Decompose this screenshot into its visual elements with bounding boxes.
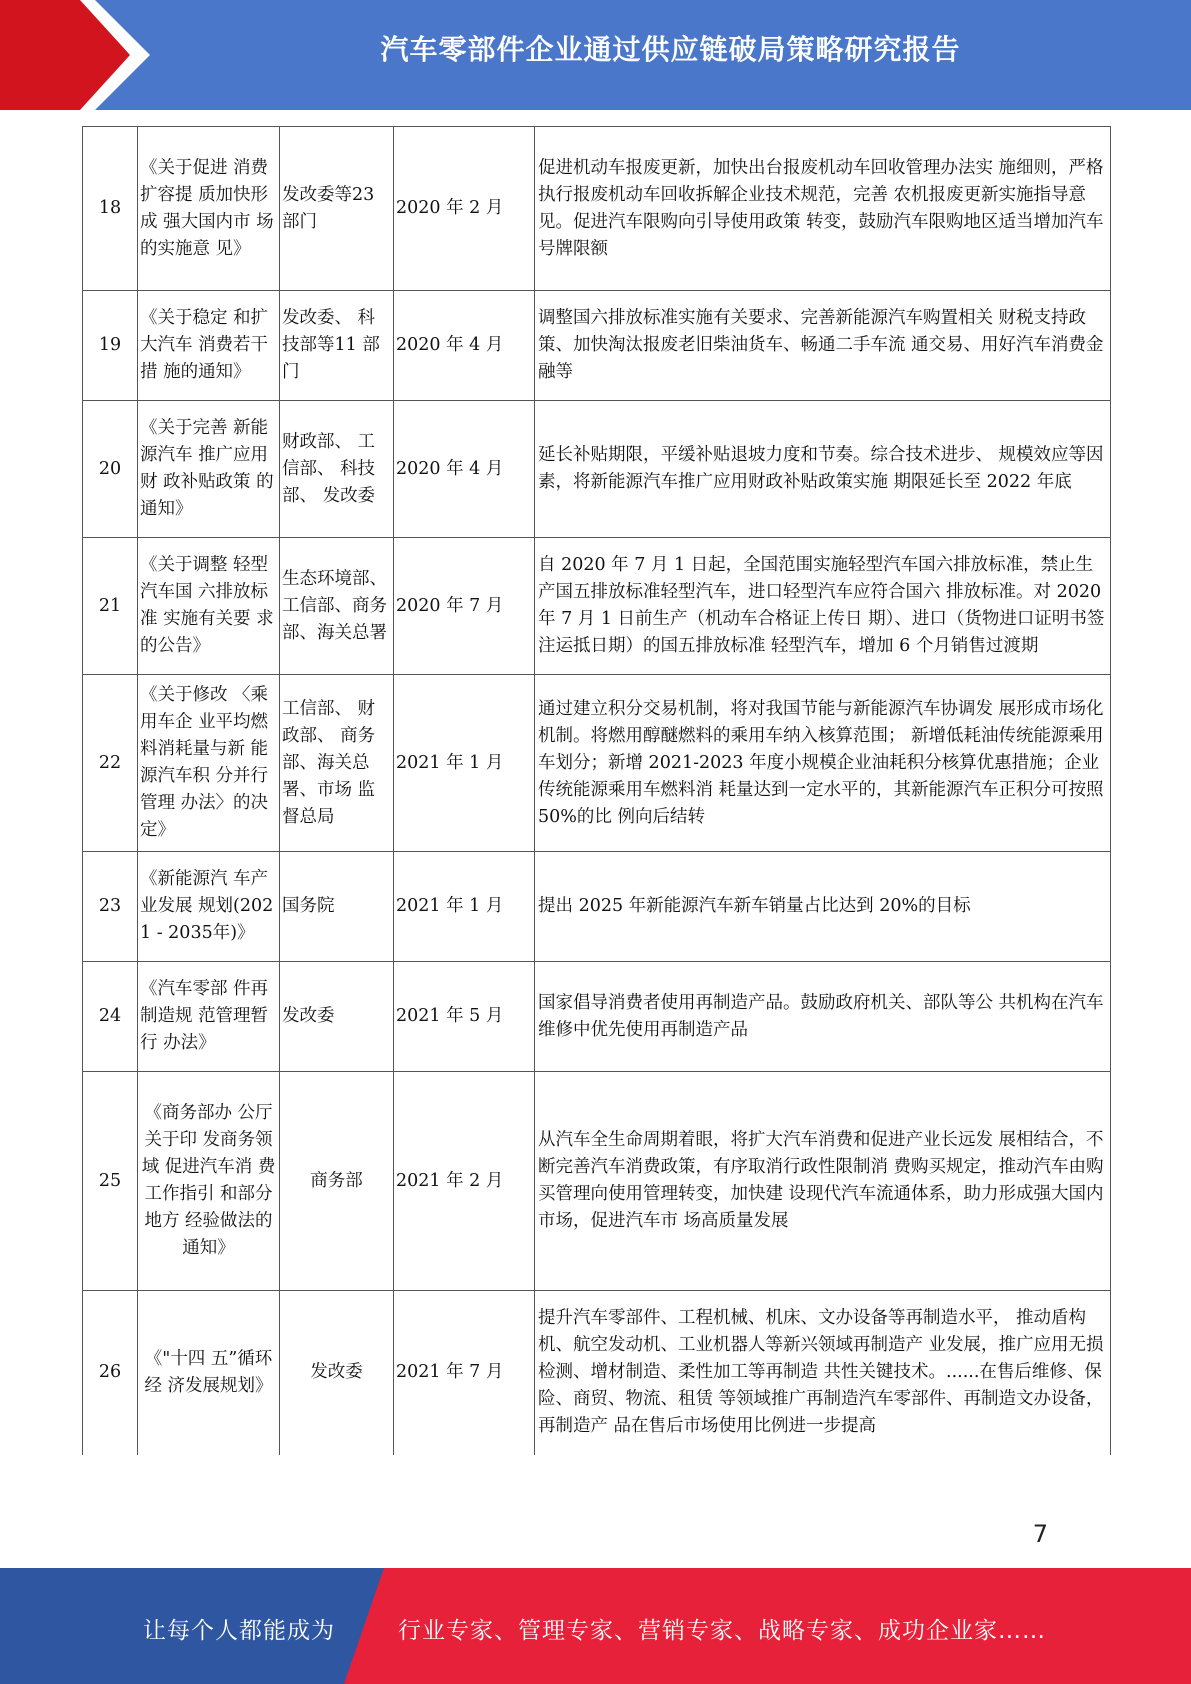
policy-name: 《关于完善 新能源汽车 推广应用财 政补贴政策 的通知》 (138, 401, 280, 538)
policy-name: 《关于促进 消费扩容提 质加快形成 强大国内市 场的实施意 见》 (138, 127, 280, 291)
table-row (83, 962, 1111, 1072)
row-number: 22 (83, 675, 138, 852)
policy-content: 国家倡导消费者使用再制造产品。鼓励政府机关、部队等公 共机构在汽车维修中优先使用再制造产品 (535, 962, 1111, 1072)
row-number: 24 (83, 962, 138, 1072)
footer-slogan-left: 让每个人都能成为 (143, 1618, 335, 1644)
issue-date: 2020 年 7 月 (394, 538, 535, 675)
table-row (83, 1291, 1111, 1455)
policy-content: 自 2020 年 7 月 1 日起，全国范围实施轻型汽车国六排放标准，禁止生产国五排放标准轻型汽车，进口轻型汽车应符合国六 排放标准。对 2020 年 7 月 1 日前生产（机动车合格证上传日 期）、进口（货物进口证明书签注运抵日期）的国五排放标准 轻型汽车，增加 6 个月销售过渡期 (535, 538, 1111, 675)
issuing-department: 发改委、 科技部等11 部门 (280, 291, 394, 401)
page-footer (0, 1568, 1191, 1684)
policy-content: 提升汽车零部件、工程机械、机床、文办设备等再制造水平， 推动盾构机、航空发动机、工业机器人等新兴领域再制造产 业发展，推广应用无损检测、增材制造、柔性加工等再制造 共性关键技术。......在售后维修、保险、商贸、物流、租赁 等领域推广再制造汽车零部件、再制造文办设备，再制造产 品在售后市场使用比例进一步提高 (535, 1291, 1111, 1455)
table-row (83, 401, 1111, 538)
issue-date: 2020 年 4 月 (394, 291, 535, 401)
table-row (83, 1072, 1111, 1291)
policy-content: 调整国六排放标准实施有关要求、完善新能源汽车购置相关 财税支持政策、加快淘汰报废老旧柴油货车、畅通二手车流 通交易、用好汽车消费金融等 (535, 291, 1111, 401)
table-row (83, 291, 1111, 401)
issuing-department: 国务院 (280, 852, 394, 962)
table-row (83, 852, 1111, 962)
issue-date: 2020 年 4 月 (394, 401, 535, 538)
row-number: 26 (83, 1291, 138, 1455)
header-arrow-decoration (0, 0, 150, 110)
policy-table-wrapper (82, 126, 1110, 1455)
issuing-department: 发改委 (280, 962, 394, 1072)
table-row (83, 675, 1111, 852)
row-number: 23 (83, 852, 138, 962)
issue-date: 2020 年 2 月 (394, 127, 535, 291)
policy-table (82, 126, 1111, 1455)
row-number: 21 (83, 538, 138, 675)
policy-name: 《商务部办 公厅关于印 发商务领域 促进汽车消 费工作指引 和部分地方 经验做法的 通知》 (138, 1072, 280, 1291)
footer-slogan-right: 行业专家、管理专家、营销专家、战略专家、成功企业家…… (398, 1618, 1046, 1644)
policy-name: 《关于修改 〈乘用车企 业平均燃料消耗量与新 能源汽车积 分并行管理 办法〉的决 定》 (138, 675, 280, 852)
row-number: 20 (83, 401, 138, 538)
policy-name: 《"十四 五”循环经 济发展规划》 (138, 1291, 280, 1455)
page-number: 7 (1032, 1520, 1048, 1548)
issue-date: 2021 年 7 月 (394, 1291, 535, 1455)
issue-date: 2021 年 1 月 (394, 675, 535, 852)
issue-date: 2021 年 1 月 (394, 852, 535, 962)
row-number: 19 (83, 291, 138, 401)
row-number: 18 (83, 127, 138, 291)
policy-content: 延长补贴期限，平缓补贴退坡力度和节奏。综合技术进步、 规模效应等因素，将新能源汽车推广应用财政补贴政策实施 期限延长至 2022 年底 (535, 401, 1111, 538)
issuing-department: 财政部、 工信部、 科技部、 发改委 (280, 401, 394, 538)
policy-content: 通过建立积分交易机制，将对我国节能与新能源汽车协调发 展形成市场化机制。将燃用醇醚燃料的乘用车纳入核算范围； 新增低耗油传统能源乘用车划分；新增 2021-2023 年度小规模企业油耗积分核算优惠措施；企业传统能源乘用车燃料消 耗量达到一定水平的，其新能源汽车正积分可按照 50%的比 例向后结转 (535, 675, 1111, 852)
issue-date: 2021 年 2 月 (394, 1072, 535, 1291)
policy-name: 《关于稳定 和扩大汽车 消费若干措 施的通知》 (138, 291, 280, 401)
table-row (83, 538, 1111, 675)
issue-date: 2021 年 5 月 (394, 962, 535, 1072)
issuing-department: 生态环境部、工信部、商务部、海关总署 (280, 538, 394, 675)
policy-content: 从汽车全生命周期着眼，将扩大汽车消费和促进产业长远发 展相结合，不断完善汽车消费政策，有序取消行政性限制消 费购买规定，推动汽车由购买管理向使用管理转变，加快建 设现代汽车流通体系，助力形成强大国内市场，促进汽车市 场高质量发展 (535, 1072, 1111, 1291)
issuing-department: 商务部 (280, 1072, 394, 1291)
row-number: 25 (83, 1072, 138, 1291)
report-title: 汽车零部件企业通过供应链破局策略研究报告 (380, 33, 961, 66)
issuing-department: 工信部、 财政部、 商务部、海关总署、市场 监督总局 (280, 675, 394, 852)
issuing-department: 发改委等23 部门 (280, 127, 394, 291)
policy-content: 提出 2025 年新能源汽车新车销量占比达到 20%的目标 (535, 852, 1111, 962)
page-header (0, 0, 1191, 110)
policy-name: 《汽车零部 件再制造规 范管理暂行 办法》 (138, 962, 280, 1072)
policy-content: 促进机动车报废更新，加快出台报废机动车回收管理办法实 施细则，严格执行报废机动车回收拆解企业技术规范，完善 农机报废更新实施指导意见。促进汽车限购向引导使用政策 转变，鼓励汽车限购地区适当增加汽车号牌限额 (535, 127, 1111, 291)
policy-name: 《新能源汽 车产业发展 规划(2021 - 2035年)》 (138, 852, 280, 962)
policy-name: 《关于调整 轻型汽车国 六排放标准 实施有关要 求的公告》 (138, 538, 280, 675)
table-row (83, 127, 1111, 291)
issuing-department: 发改委 (280, 1291, 394, 1455)
